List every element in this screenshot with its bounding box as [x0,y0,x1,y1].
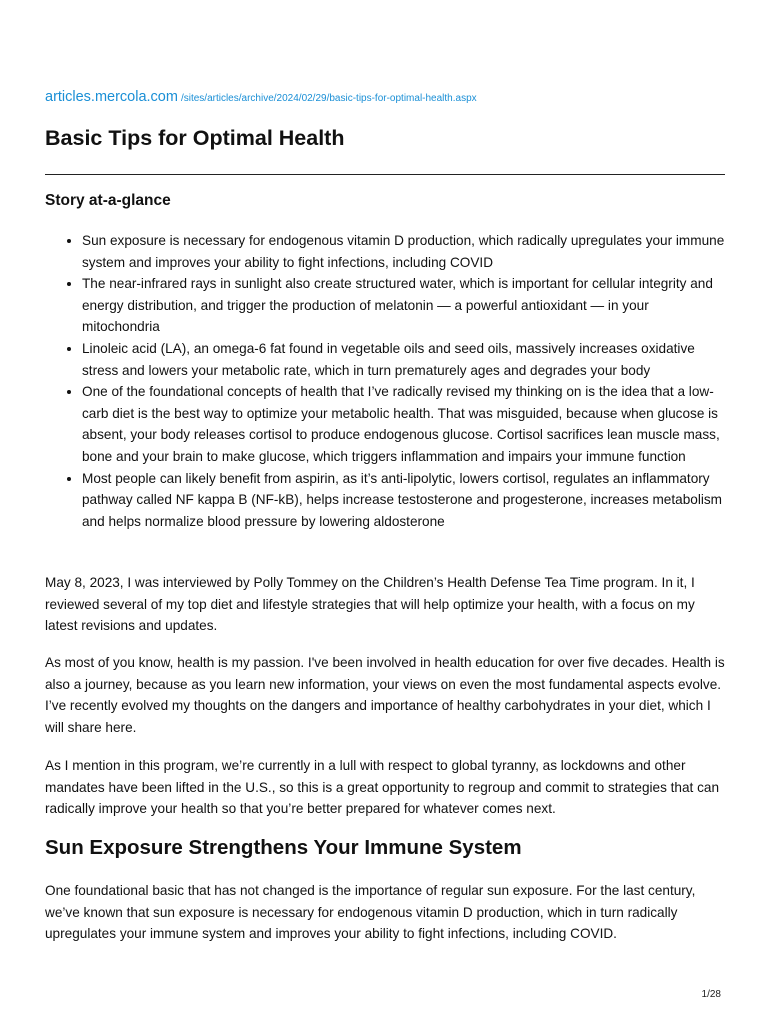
body-paragraph: As most of you know, health is my passion. I've been involved in health education for over five decades. Health is also a journey, because as you learn new information, your views on even the most fundamental aspects evolve. I’ve recently evolved my thoughts on the dangers and importance of healthy carbohydrates in your diet, which I will share here. [45,655,725,735]
list-item: • The near-infrared rays in sunlight also create structured water, which is important for cellular integrity and energy distribution, and trigger the production of melatonin — a powerful antioxidant — in your mitochondria [82,273,725,338]
body-paragraph: As I mention in this program, we’re currently in a lull with respect to global tyranny, as lockdowns and other mandates have been lifted in the U.S., so this is a great opportunity to regroup and commit to strategies that can radically improve your health so that you’re better prepared for whatever comes next. [45,758,720,817]
story-at-a-glance-list [45,230,725,532]
source-link[interactable] [45,88,477,106]
source-path[interactable]: /sites/articles/archive/2024/02/29/basic-tips-for-optimal-health.aspx [180,93,477,104]
list-item: • One of the foundational concepts of health that I’ve radically revised my thinking on is the idea that a low-carb diet is the best way to optimize your metabolic health. That was misguided, because when glucose is absent, your body releases cortisol to produce endogenous glucose. Cortisol sacrifices lean muscle mass, bone and your brain to make glucose, which triggers inflammation and impairs your immune function [82,381,725,467]
list-item: • Sun exposure is necessary for endogenous vitamin D production, which radically upregulates your immune system and improves your ability to fight infections, including COVID [82,230,725,273]
source-domain[interactable]: articles.mercola.com [45,89,178,105]
page-number: 1/28 [701,989,721,1000]
title-divider [45,174,725,175]
page-title: Basic Tips for Optimal Health [45,126,345,150]
list-item: • Most people can likely benefit from aspirin, as it’s anti-lipolytic, lowers cortisol, regulates an inflammatory pathway called NF kappa B (NF-kB), helps increase testosterone and progesterone, increases metabolism and helps normalize blood pressure by lowering aldosterone [82,468,725,533]
body-paragraph: May 8, 2023, I was interviewed by Polly Tommey on the Children’s Health Defense Tea Time program. In it, I reviewed several of my top diet and lifestyle strategies that will help optimize your health, with a focus on my latest revisions and updates. [45,575,695,634]
section-heading: Sun Exposure Strengthens Your Immune System [45,836,522,859]
list-item: • Linoleic acid (LA), an omega-6 fat found in vegetable oils and seed oils, massively increases oxidative stress and lowers your metabolic rate, which in turn prematurely ages and degrades your body [82,338,725,381]
section-paragraph: One foundational basic that has not changed is the importance of regular sun exposure. For the last century, we’ve known that sun exposure is necessary for endogenous vitamin D production, which in turn radically upregulates your immune system and improves your ability to fight infections, including COVID. [45,883,696,942]
story-at-a-glance-heading: Story at-a-glance [45,192,171,209]
